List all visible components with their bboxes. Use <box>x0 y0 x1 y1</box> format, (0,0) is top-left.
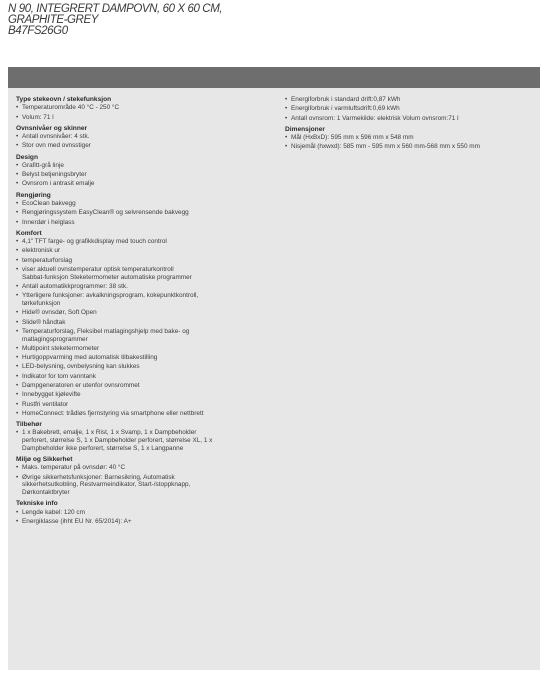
spec-item <box>16 114 278 122</box>
spec-item-text: 4,1" TFT farge- og grafikkdisplay med touch control <box>22 238 167 246</box>
spec-item <box>16 219 278 227</box>
spec-list <box>285 134 537 151</box>
spec-item-text: Innerdør i helglass <box>22 218 75 226</box>
spec-list <box>16 162 278 188</box>
spec-item-text: elektronisk ur <box>22 247 61 255</box>
spec-item <box>16 464 278 472</box>
spec-item <box>285 96 537 104</box>
spec-item-text: viser aktuell ovnstemperatur optisk temperaturkontroll Sabbat-funksjon Steketermometer automatiske programmer <box>22 265 192 281</box>
header-divider-bar <box>8 67 540 88</box>
spec-item-text: Antall ovnsnivåer: 4 stk. <box>22 133 90 141</box>
spec-item <box>16 247 278 255</box>
spec-item-text: LED-belysning, ovnbelysning kan slukkes <box>22 363 140 371</box>
spec-item-text: Indikator for tom vanntank <box>22 372 96 380</box>
section-title-type-stekeovn-stekefunksjon: Type stekeovn / stekefunksjon <box>16 96 112 103</box>
spec-list <box>16 429 278 452</box>
spec-item <box>16 319 278 327</box>
product-title-line-2: GRAPHITE-GREY <box>8 14 99 26</box>
spec-item-text: Innebygget kjølevifte <box>22 391 81 399</box>
section-title-komfort: Komfort <box>16 229 42 237</box>
spec-item-text: Temperaturområde 40 °C - 250 °C <box>22 104 120 112</box>
section-title-dimensjoner: Dimensjoner <box>285 125 325 133</box>
spec-item <box>16 509 278 517</box>
spec-item <box>285 115 537 123</box>
product-title-line-1: N 90, INTEGRERT DAMPOVN, 60 X 60 CM, <box>8 3 223 15</box>
spec-item <box>16 363 278 371</box>
spec-item-text: Belyst betjeningsbryter <box>22 171 87 179</box>
spec-item <box>285 134 537 142</box>
spec-item <box>16 238 278 246</box>
product-model-code: B47FS26G0 <box>8 25 68 37</box>
spec-item-text: Mål (HxBxD): 595 mm x 596 mm x 548 mm <box>291 134 414 142</box>
spec-item-text: Dampgeneratoren er utenfor ovnsrommet <box>22 382 140 390</box>
spec-item <box>16 474 278 497</box>
spec-item-text: Ovnsrom i antrasit emalje <box>22 180 95 188</box>
spec-item-text: Rengjøringssystem EasyClean® og selvrensende bakvegg <box>22 209 189 217</box>
spec-item <box>285 143 537 151</box>
spec-item-text: Maks. temperatur på ovnsdør: 40 °C <box>22 464 126 472</box>
spec-item-text: Nisjemål (hxwxd): 585 mm - 595 mm x 560 mm-568 mm x 550 mm <box>291 143 480 151</box>
specifications-right-column <box>285 96 537 153</box>
spec-list <box>16 464 278 496</box>
spec-list <box>16 509 278 526</box>
spec-item <box>16 257 278 265</box>
section-title-rengj-ring: Rengjøring <box>16 191 51 199</box>
spec-item <box>16 171 278 179</box>
spec-item-text: Energiklasse (ihht EU Nr. 65/2014): A+ <box>22 517 132 525</box>
spec-item <box>16 133 278 141</box>
spec-item-text: 1 x Bakebrett, emalje, 1 x Rist, 1 x Svamp, 1 x Dampbeholder perforert, størrelse S, 1 x Dampbeholder perforert, størrelse XL, 1 x Dampbeholder ikke perforert, størrelse S, 1 x Langpanne <box>22 429 213 452</box>
section-title-ovnsniva-er-og-skinner: Ovnsnivåer og skinner <box>16 124 88 132</box>
spec-item-text: Grafitt-grå linje <box>22 161 64 169</box>
spec-item <box>16 309 278 317</box>
spec-list <box>16 200 278 226</box>
spec-item-text: EcoClean bakvegg <box>22 199 76 207</box>
spec-item <box>16 401 278 409</box>
spec-list <box>16 133 278 150</box>
spec-item <box>16 410 278 418</box>
spec-item-text: Antall automatikkprogrammer: 38 stk. <box>22 282 128 290</box>
spec-item <box>16 292 278 307</box>
spec-item-text: Øvrige sikkerhetsfunksjoner: Barnesikring, Automatisk sikkerhetsutkobling, Restvarmeindikator, Start-/stoppknapp, Dørkontaktbryter <box>22 473 191 497</box>
spec-item <box>16 429 278 452</box>
spec-item <box>16 391 278 399</box>
spec-item-text: Multipoint steketermometer <box>22 344 100 352</box>
spec-item <box>16 162 278 170</box>
spec-item-text: Rustfri ventilator <box>22 400 69 408</box>
section-title-tilbeh-r: Tilbehør <box>16 421 42 429</box>
spec-item-text: Hide® ovnsdør, Soft Open <box>22 309 97 317</box>
spec-item-text: Hurtigoppvarming med automatisk tilbakestilling <box>22 354 158 362</box>
section-title-design: Design <box>16 153 38 161</box>
specifications-panel <box>8 88 540 670</box>
spec-item <box>16 104 278 112</box>
spec-item <box>16 180 278 188</box>
spec-item <box>16 373 278 381</box>
section-title-milj-og-sikkerhet: Miljø og Sikkerhet <box>16 456 73 464</box>
spec-item <box>16 142 278 150</box>
spec-item <box>16 266 278 281</box>
spec-item-text: Lengde kabel: 120 cm <box>22 508 85 516</box>
spec-item <box>285 105 537 113</box>
spec-list <box>16 104 278 121</box>
spec-item-text: Stor ovn med ovnsstiger <box>22 142 91 150</box>
spec-item-text: HomeConnect: trådløs fjernstyring via smartphone eller nettbrett <box>22 409 204 417</box>
spec-item-text: Volum: 71 l <box>22 113 54 121</box>
spec-item <box>16 345 278 353</box>
product-header <box>8 4 428 37</box>
spec-item-text: Slide® håndtak <box>22 318 66 326</box>
spec-item-text: Temperaturforslag, Fleksibel matlagingshjelp med bake- og matlagingsprogrammer <box>22 327 190 343</box>
spec-item-text: Energiforbruk i standard drift:0,87 kWh <box>291 96 401 103</box>
spec-item <box>16 328 278 343</box>
section-title-tekniske-info: Tekniske info <box>16 500 58 508</box>
spec-item <box>16 200 278 208</box>
spec-item <box>16 354 278 362</box>
specifications-left-column <box>16 96 278 527</box>
spec-item <box>16 518 278 526</box>
spec-item <box>16 209 278 217</box>
spec-list <box>285 96 537 122</box>
spec-item-text: temperaturforslag <box>22 256 73 264</box>
spec-item-text: Ytterligere funksjoner: avkalkningsprogram, kokepunktkontroll, tørkefunksjon <box>22 292 199 307</box>
spec-item <box>16 382 278 390</box>
spec-item-text: Energiforbruk i varmluftsdrift:0,69 kWh <box>291 105 400 113</box>
spec-item-text: Antall ovnsrom: 1 Varmekilde: elektrisk Volum ovnsrom:71 l <box>291 114 459 122</box>
spec-item <box>16 283 278 291</box>
spec-list <box>16 238 278 418</box>
